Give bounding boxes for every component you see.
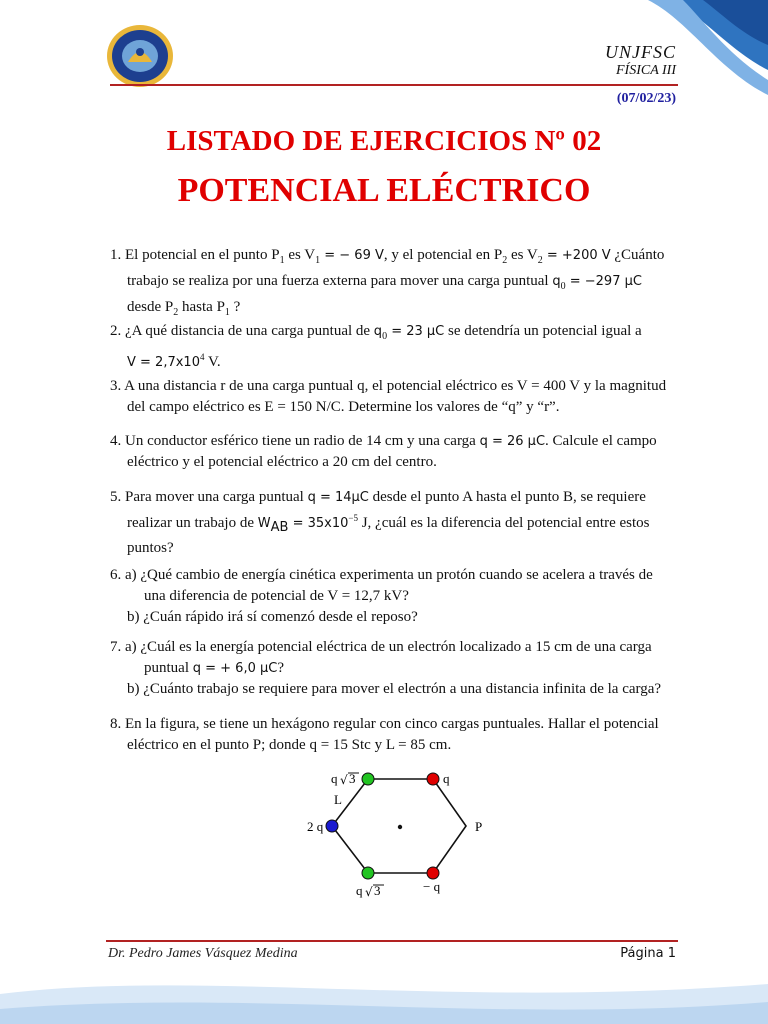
charge-top-right (427, 773, 439, 785)
exercise-6: 6. a) ¿Qué cambio de energía cinética experimenta un protón cuando se acelera a través de una diferencia de potencial de V = 12,7 kV? b) ¿Cuán rápido irá sí comenzó desde el reposo? (110, 567, 653, 625)
charge-bottom-right (427, 867, 439, 879)
charge-left (326, 820, 338, 832)
footer-wave-decoration (0, 964, 768, 1024)
label-top-left-q: q (331, 771, 338, 786)
label-side-L: L (334, 792, 342, 807)
course-name: FÍSICA III (616, 63, 676, 78)
label-bottom-left-root: 3 (374, 883, 381, 898)
exercise-7: 7. a) ¿Cuál es la energía potencial eléctrica de un electrón localizado a 15 cm de una carga puntual q = + 6,0 μC? b) ¿Cuánto trabajo se requiere para mover el electrón a una distancia infinita de la carga? (110, 639, 662, 697)
charge-bottom-left (362, 867, 374, 879)
page-number: Página 1 (620, 946, 676, 961)
label-bottom-left-q: q (356, 883, 363, 898)
exercise-5: 5. Para mover una carga puntual q = 14μC desde el punto A hasta el punto B, se requiere realizar un trabajo de $W_{AB} = 35x10^{-5}$ J, ¿cuál es la diferencia del potencial entre estos puntos? (110, 489, 650, 556)
center-point (398, 825, 402, 829)
hexagon-charges-figure (300, 764, 500, 914)
svg-text:√: √ (340, 773, 348, 787)
footer-author: Dr. Pedro James Vásquez Medina (108, 946, 298, 961)
label-top-left-root: 3 (349, 771, 356, 786)
label-left: 2 q (307, 819, 324, 834)
label-point-P: P (475, 819, 483, 834)
charge-top-left (362, 773, 374, 785)
header-rule (110, 84, 678, 86)
exercise-4: 4. Un conductor esférico tiene un radio de 14 cm y una carga q = 26 μC. Calcule el campo eléctrico y el potencial eléctrico a 20 cm del centro. (110, 433, 657, 470)
exercise-3: 3. A una distancia r de una carga puntual q, el potencial eléctrico es V = 400 V y la magnitud del campo eléctrico es E = 150 N/C. Determine los valores de “q” y “r”. (110, 378, 667, 415)
document-title: LISTADO DE EJERCICIOS Nº 02 (166, 125, 602, 157)
exercise-2: 2. ¿A qué distancia de una carga puntual de $q_0 = 23$ μC se detendría un potencial igual a $V = 2,7x10^4$ V. (110, 323, 642, 370)
header-institution (605, 42, 676, 79)
university-seal-logo (106, 22, 174, 90)
exercise-1: 1. El potencial en el punto $P_1$ es $V_1$ = − 69 V, y el potencial en $P_2$ es $V_2 = +200$ V ¿Cuánto trabajo se realiza por una fuerza externa para mover una carga puntual $q_0 = -297$ μC desde $P_2$ hasta $P_1$ ? (110, 247, 665, 318)
exercise-8: 8. En la figura, se tiene un hexágono regular con cinco cargas puntuales. Hallar el potencial eléctrico en el punto P; donde q = 15 Stc y L = 85 cm. (110, 716, 659, 753)
document-date: (07/02/23) (616, 91, 676, 106)
document-subtitle: POTENCIAL ELÉCTRICO (177, 172, 591, 209)
svg-text:√: √ (365, 885, 373, 899)
label-bottom-right: − q (423, 879, 441, 894)
institution-name: UNJFSC (605, 42, 676, 62)
label-top-right: q (443, 771, 450, 786)
footer-rule (106, 940, 678, 942)
